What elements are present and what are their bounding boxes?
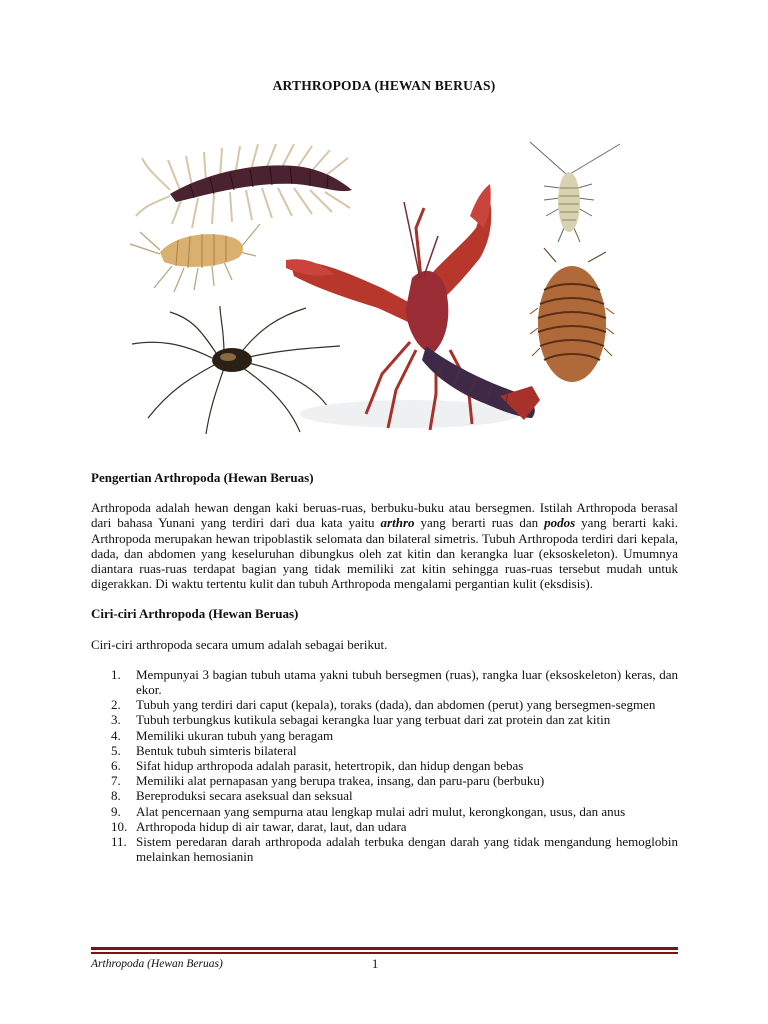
- centipede-image: [136, 144, 352, 228]
- crayfish-image: [286, 184, 540, 430]
- definition-paragraph: [91, 500, 678, 591]
- list-item-text: Bereproduksi secara aseksual dan seksual: [136, 788, 353, 804]
- list-item-text: Mempunyai 3 bagian tubuh utama yakni tubuh bersegmen (ruas), rangka luar (eksoskeleton) keras, dan ekor.: [136, 666, 678, 698]
- list-item: [91, 697, 678, 712]
- list-item: [91, 804, 678, 819]
- document-body: [91, 470, 678, 864]
- list-item-number: 5.: [111, 742, 121, 758]
- list-item-text: Tubuh yang terdiri dari caput (kepala), toraks (dada), dan abdomen (perut) yang bersegmen-segmen: [136, 697, 656, 713]
- list-item-number: 11.: [111, 834, 127, 850]
- list-item-text: Arthropoda hidup di air tawar, darat, laut, dan udara: [136, 818, 407, 834]
- silverfish-image: [530, 142, 620, 242]
- list-item: [91, 819, 678, 834]
- list-item-number: 8.: [111, 788, 121, 804]
- list-item-number: 3.: [111, 712, 121, 728]
- list-item: [91, 728, 678, 743]
- page-number: 1: [372, 957, 379, 971]
- list-item: [91, 773, 678, 788]
- list-item: [91, 712, 678, 727]
- woodlouse-image: [530, 248, 614, 382]
- list-item-text: Sistem peredaran darah arthropoda adalah terbuka dengan darah yang tidak mengandung hemoglobin melainkan hemosianin: [136, 834, 678, 865]
- list-item-number: 2.: [111, 697, 121, 713]
- amphipod-image: [130, 224, 260, 292]
- list-item-text: Bentuk tubuh simteris bilateral: [136, 742, 297, 758]
- characteristics-intro: Ciri-ciri arthropoda secara umum adalah sebagai berikut.: [91, 636, 388, 652]
- term-arthro: arthro: [380, 515, 415, 531]
- list-item-text: Tubuh terbungkus kutikula sebagai kerangka luar yang terbuat dari zat protein dan zat kitin: [136, 712, 611, 728]
- arthropod-illustration: [120, 128, 640, 446]
- list-item-number: 4.: [111, 727, 121, 743]
- footer-title: Arthropoda (Hewan Beruas): [91, 958, 223, 970]
- list-item-number: 7.: [111, 773, 121, 789]
- list-item-number: 9.: [111, 803, 121, 819]
- section-heading-characteristics: Ciri-ciri Arthropoda (Hewan Beruas): [91, 606, 299, 622]
- list-item-text: Alat pencernaan yang sempurna atau lengkap mulai adri mulut, kerongkongan, usus, dan anus: [136, 803, 626, 819]
- list-item-text: Sifat hidup arthropoda adalah parasit, hetertropik, dan hidup dengan bebas: [136, 758, 524, 774]
- definition-text-b: yang berarti ruas dan: [414, 515, 545, 531]
- section-heading-definition: Pengertian Arthropoda (Hewan Beruas): [91, 470, 314, 485]
- list-item-number: 6.: [111, 758, 121, 774]
- characteristics-list: [91, 667, 678, 865]
- list-item: [91, 834, 678, 864]
- list-item: [91, 667, 678, 697]
- list-item-number: 1.: [111, 666, 121, 682]
- list-item: [91, 758, 678, 773]
- list-item-text: Memiliki alat pernapasan yang berupa trakea, insang, dan paru-paru (berbuku): [136, 773, 545, 789]
- list-item-number: 10.: [111, 818, 128, 834]
- list-item: [91, 788, 678, 803]
- definition-text-c: yang berarti kaki. Arthropoda merupakan hewan tripoblastik selomata dan bilateral simetris. Tubuh Arthropoda terdiri dari kepala, dada, dan abdomen yang keseluruhan dibungkus oleh zat kitin dan kerangka luar (eksoskeleton). Umumnya diantara ruas-ruas terdapat bagian yang tidak memiliki zat kitin sehingga ruas-ruas tersebut mudah untuk digerakkan. Di waktu tertentu kulit dan tubuh Arthropoda mengalami pergantian kulit (eksdisis).: [91, 515, 678, 592]
- list-item: [91, 743, 678, 758]
- definition-text-a: Arthropoda adalah hewan dengan kaki beruas-ruas, berbuku-buku atau bersegmen. Istilah Arthropoda berasal dari bahasa Yunani yang terdiri dari dua kata yaitu: [91, 500, 678, 531]
- list-item-text: Memiliki ukuran tubuh yang beragam: [136, 727, 334, 743]
- page-title: ARTHROPODA (HEWAN BERUAS): [272, 78, 496, 93]
- term-podos: podos: [544, 515, 576, 531]
- footer-rule: [91, 947, 678, 955]
